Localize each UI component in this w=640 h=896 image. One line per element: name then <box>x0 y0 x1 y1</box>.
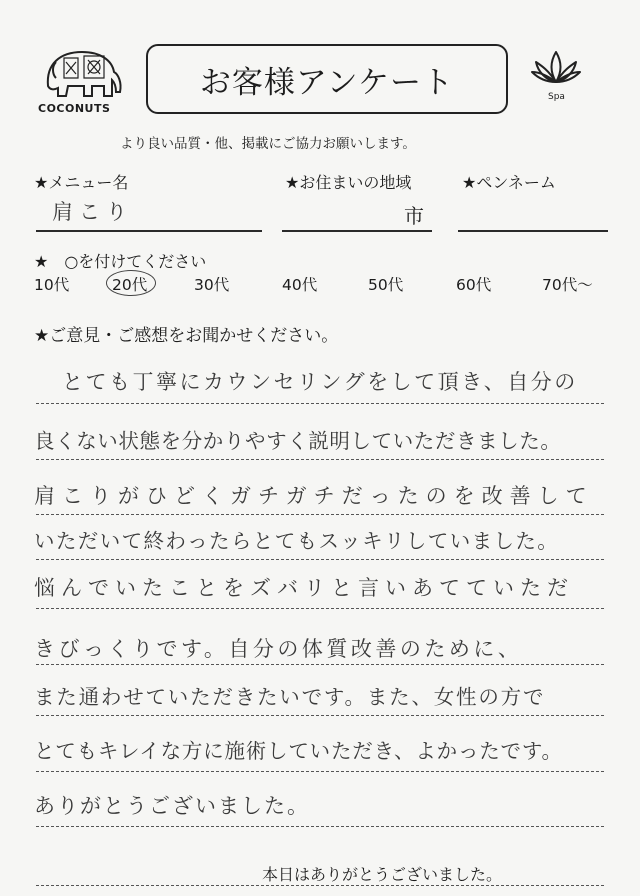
age-option-10[interactable]: 10代 <box>34 276 70 294</box>
comment-line-9: ありがとうございました。 <box>34 794 310 818</box>
age-label: ★ ○を付けてください <box>34 252 207 271</box>
area-label: ★お住まいの地域 <box>285 173 412 192</box>
comment-rule-8 <box>36 771 604 772</box>
comments-label: ★ご意見・ご感想をお聞かせください。 <box>34 326 339 346</box>
age-selected-circle <box>106 270 156 296</box>
comment-line-2: 良くない状態を分かりやすく説明していただきました。 <box>34 429 562 453</box>
comment-line-7: また通わせていただきたいです。また、女性の方で <box>34 685 546 709</box>
menu-label: ★メニュー名 <box>34 173 129 192</box>
comment-rule-4 <box>36 559 604 560</box>
elephant-icon <box>34 44 130 102</box>
comment-rule-2 <box>36 459 604 460</box>
comment-rule-1 <box>36 403 604 404</box>
comment-line-4: いただいて終わったらとてもスッキリしていました。 <box>34 529 560 553</box>
age-option-40[interactable]: 40代 <box>282 276 318 294</box>
comment-rule-9 <box>36 826 604 827</box>
logo-text: COCONUTS <box>38 102 111 115</box>
comment-line-6: きびっくりです。自分の体質改善のために、 <box>34 637 523 661</box>
comment-rule-5 <box>36 608 604 609</box>
age-option-50[interactable]: 50代 <box>368 276 404 294</box>
comment-line-3: 肩こりがひどくガチガチだったのを改善して <box>34 484 594 508</box>
area-underline[interactable] <box>282 230 432 232</box>
survey-subtitle: より良い品質・他、掲載にご協力お願いします。 <box>120 136 416 152</box>
age-option-30[interactable]: 30代 <box>194 276 230 294</box>
comment-line-5: 悩んでいたことをズバリと言いあてていただ <box>34 576 574 600</box>
comment-line-1: とても丁寧にカウンセリングをして頂き、自分の <box>62 370 578 394</box>
comment-rule-3 <box>36 514 604 515</box>
age-option-20[interactable]: 20代 <box>112 276 148 294</box>
spa-label: Spa <box>548 92 565 102</box>
survey-title: お客様アンケート <box>146 44 508 114</box>
comment-rule-6 <box>36 664 604 665</box>
area-suffix: 市 <box>404 204 424 228</box>
footer-rule <box>36 885 604 886</box>
coconuts-logo <box>34 44 130 120</box>
spa-logo <box>526 48 586 110</box>
comment-rule-7 <box>36 715 604 716</box>
penname-underline[interactable] <box>458 230 608 232</box>
footer-thanks: 本日はありがとうございました。 <box>262 865 503 884</box>
age-option-70[interactable]: 70代〜 <box>542 276 593 294</box>
penname-label: ★ペンネーム <box>462 173 556 192</box>
age-option-60[interactable]: 60代 <box>456 276 492 294</box>
comment-line-8: とてもキレイな方に施術していただき、よかったです。 <box>34 739 563 763</box>
lotus-icon <box>526 48 586 92</box>
menu-value[interactable]: 肩こり <box>52 200 133 224</box>
menu-underline <box>36 230 262 232</box>
